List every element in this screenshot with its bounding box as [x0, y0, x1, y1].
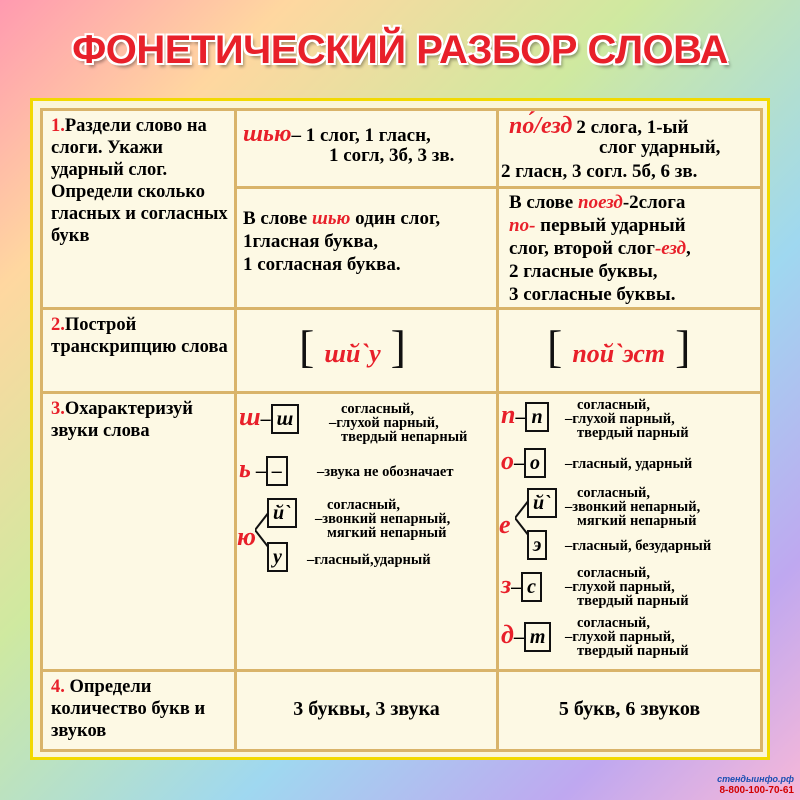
word1-sounds-cell	[236, 393, 498, 670]
word1-expl-line1: В слове шью один слог,	[243, 208, 441, 230]
word1-count-cell	[236, 670, 498, 750]
publisher-logo: стендыинфо.рф 8-800-100-70-61	[717, 774, 794, 796]
word1-sound-2-desc: согласный, –звонкий непарный, мягкий непарный	[315, 497, 451, 542]
row-count	[42, 670, 762, 750]
row-transcription	[42, 308, 762, 392]
word2-sound-0-desc: согласный, –глухой парный, твердый парный	[565, 397, 689, 442]
word2-sound-4-desc: согласный, –глухой парный, твердый парный	[565, 565, 689, 610]
word2-sound-2-desc: согласный, –звонкий непарный, мягкий непарный	[565, 485, 701, 530]
word1-sound-3: у	[267, 542, 288, 572]
word2-transcription-cell	[498, 308, 762, 392]
step4-cell	[42, 670, 236, 750]
word2-explanation-cell	[498, 188, 762, 309]
word1-sound-1-desc: –звука не обозначает	[317, 464, 454, 481]
word1-sound-1: ь – –	[239, 454, 288, 486]
word1-sound-3-desc: –гласный,ударный	[307, 552, 431, 569]
word2-count: 5 букв, 6 звуков	[558, 697, 701, 720]
step2-cell	[42, 308, 236, 392]
word1-sound-2: й`	[267, 498, 297, 528]
word2-syllable-line1: по́/езд 2 слога, 1-ый	[509, 113, 689, 139]
word2-transcription: [ пой`эст ]	[547, 320, 691, 372]
word1-sound-0-desc: согласный, –глухой парный, твердый непарный	[329, 401, 468, 446]
row-syllables	[42, 110, 762, 188]
step3-cell	[42, 393, 236, 670]
word2-sound-2: й`	[527, 488, 557, 518]
row-sound-characteristics	[42, 393, 762, 670]
word2-sound-1: о– о	[501, 446, 546, 478]
word2-syllable-line3: 2 гласн, 3 согл. 5б, 6 зв.	[501, 161, 698, 182]
word1-syllable-line2: 1 согл, 3б, 3 зв.	[329, 145, 455, 166]
word2-letter-ye: е	[499, 510, 511, 540]
word2-sounds-cell	[498, 393, 762, 670]
word2-syllables-cell	[498, 110, 762, 188]
step1-label: 1.Раздели слово на слоги. Укажи ударный слог. Определи сколько гласных и согласных букв	[51, 116, 228, 246]
word1-expl-line3: 1 согласная буква.	[243, 254, 401, 276]
word2-expl-line2: по- первый ударный	[509, 215, 686, 237]
word2-sound-5-desc: согласный, –глухой парный, твердый парный	[565, 615, 689, 660]
word1-letter-yu: ю	[237, 522, 256, 552]
word1-count: 3 буквы, 3 звука	[293, 697, 440, 720]
word2-expl-line5: 3 согласные буквы.	[509, 284, 676, 306]
word2-count-cell	[498, 670, 762, 750]
word2-sound-1-desc: –гласный, ударный	[565, 456, 693, 473]
word1-transcription-cell	[236, 308, 498, 392]
word1-sound-0: ш– ш	[239, 402, 299, 434]
word2-sound-3-desc: –гласный, безударный	[565, 538, 712, 555]
word2-expl-line1: В слове поезд-2слога	[509, 192, 686, 214]
word1-syllable-line1: шью– 1 слог, 1 гласн,	[243, 121, 431, 147]
word2-sound-3: э	[527, 530, 547, 560]
word2-syllable-line2: слог ударный,	[599, 137, 721, 158]
step2-label: 2.Построй транскрипцию слова	[51, 314, 228, 357]
word2-sound-0: п– п	[501, 400, 549, 432]
word2-expl-line4: 2 гласные буквы,	[509, 261, 658, 283]
step3-label: 3.Охарактеризуй звуки слова	[51, 399, 193, 442]
word1-syllables-cell	[236, 110, 498, 188]
step1-cell	[42, 110, 236, 309]
word2-expl-line3: слог, второй слог-езд,	[509, 238, 691, 260]
word2-sound-5: д– т	[501, 620, 551, 652]
step4-label: 4. Определи количество букв и звуков	[51, 676, 206, 741]
word1-explanation-cell	[236, 188, 498, 309]
page-title: ФОНЕТИЧЕСКИЙ РАЗБОР СЛОВА	[72, 28, 728, 72]
word1-transcription: [ шй`у ]	[299, 320, 406, 372]
word1-expl-line2: 1гласная буква,	[243, 231, 378, 253]
analysis-table	[40, 108, 763, 752]
word2-sound-4: з– с	[501, 570, 542, 602]
